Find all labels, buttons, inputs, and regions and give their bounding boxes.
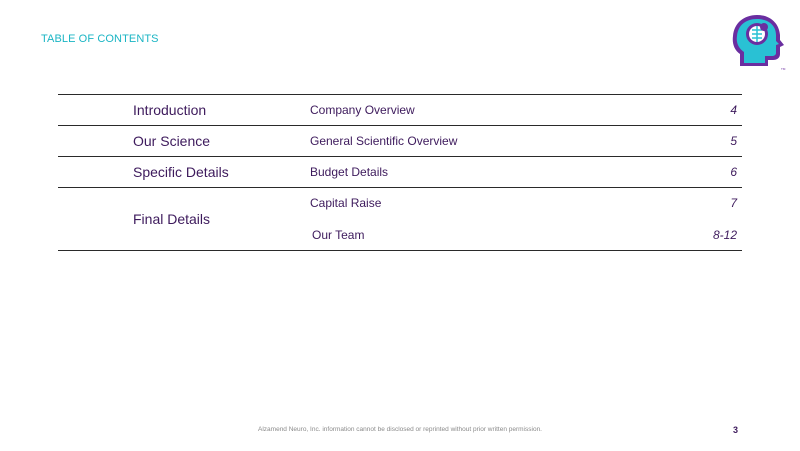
toc-section-label: Our Science: [133, 133, 211, 149]
toc-entry-label: Capital Raise: [310, 196, 382, 210]
svg-text:TM: TM: [781, 67, 786, 71]
toc-row-final-details: [58, 188, 742, 250]
toc-section-label: Final Details: [133, 211, 211, 227]
toc-table: [58, 94, 742, 251]
head-brain-icon: [728, 10, 788, 72]
toc-page-number: 6: [730, 165, 737, 179]
toc-row-specific-details: [58, 157, 742, 187]
toc-page-number: 4: [730, 103, 737, 117]
toc-entry-label: Budget Details: [310, 165, 389, 179]
toc-entry-label: Company Overview: [310, 103, 415, 117]
toc-row-our-science: [58, 126, 742, 156]
toc-entry-label: General Scientific Overview: [310, 134, 458, 148]
footer-disclaimer: Alzamend Neuro, Inc. information cannot be disclosed or reprinted without prior written permission.: [258, 426, 542, 433]
toc-section-label: Introduction: [133, 102, 207, 118]
slide-page-number: 3: [733, 425, 739, 435]
toc-page-number: 5: [730, 134, 737, 148]
toc-entry-label: Our Team: [312, 228, 365, 242]
toc-row-introduction: [58, 95, 742, 125]
divider: [58, 250, 742, 251]
toc-page-number: 7: [730, 196, 737, 210]
toc-section-label: Specific Details: [133, 164, 229, 180]
toc-page-number: 8-12: [712, 228, 737, 242]
page-title: TABLE OF CONTENTS: [41, 33, 159, 45]
